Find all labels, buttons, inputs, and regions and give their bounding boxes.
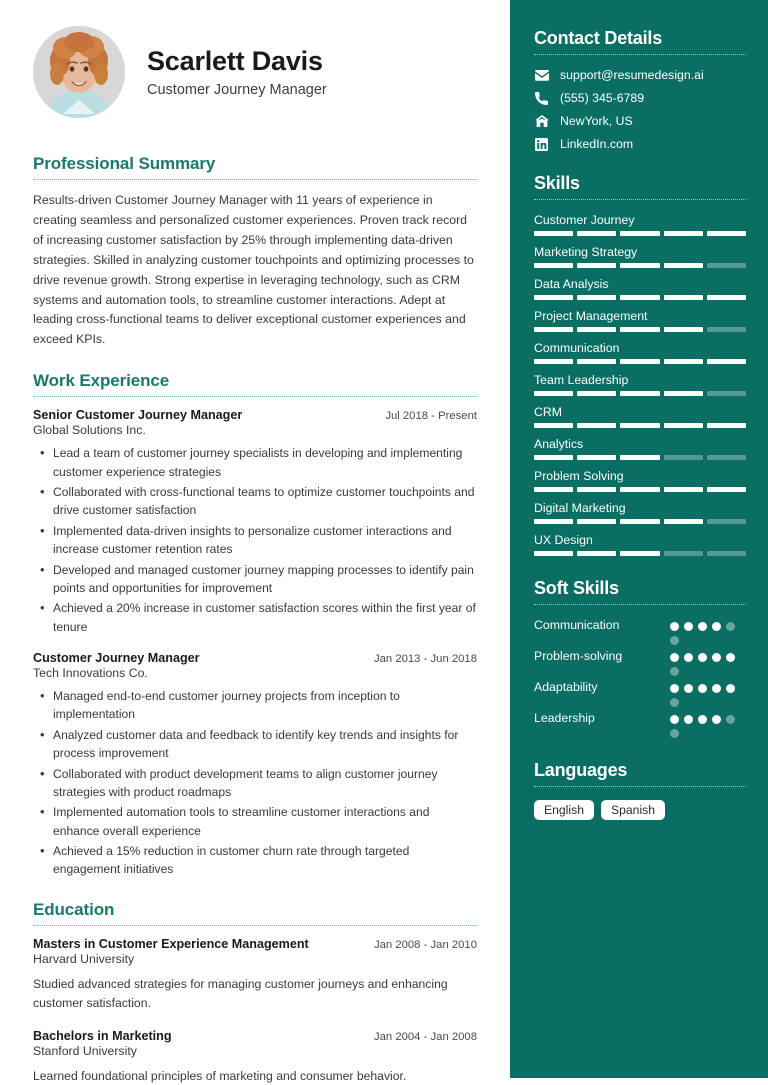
work-company: Global Solutions Inc. (33, 423, 146, 438)
work-entry-header (33, 651, 477, 665)
skill-label: Digital Marketing (534, 501, 626, 515)
envelope-icon (534, 70, 549, 81)
skill-level-bar (534, 359, 746, 364)
education-school: Harvard University (33, 951, 135, 966)
education-degree: Masters in Customer Experience Management (33, 936, 309, 951)
skill-segment (707, 487, 746, 492)
soft-skill-rating (670, 649, 746, 676)
skill-level-bar (534, 455, 746, 460)
divider (33, 179, 477, 180)
skill-item (534, 405, 746, 428)
work-bullet-list (33, 444, 477, 636)
skill-item (534, 245, 746, 268)
education-description: Studied advanced strategies for managing customer journeys and enhancing customer satisfaction. (33, 976, 448, 1010)
skill-label: Communication (534, 341, 620, 355)
work-entry (33, 651, 477, 879)
skill-segment (664, 359, 703, 364)
skill-segment (534, 487, 573, 492)
work-bullet: • Implemented data-driven insights to personalize customer interactions and increase customer retention rates (33, 522, 477, 559)
work-bullet-list (33, 687, 477, 879)
soft-skill-dot (670, 684, 679, 693)
soft-skill-rating (670, 711, 746, 738)
skill-level-bar (534, 231, 746, 236)
divider (534, 786, 746, 787)
soft-skill-dot (670, 729, 679, 738)
work-job-title: Customer Journey Manager (33, 651, 200, 665)
work-bullet: • Collaborated with product development teams to align customer journey strategies with product roadmaps (33, 765, 477, 802)
skill-segment (664, 295, 703, 300)
skill-label: Project Management (534, 309, 648, 323)
education-entry (33, 1029, 477, 1085)
skill-segment (664, 455, 703, 460)
skill-segment (620, 551, 659, 556)
skill-segment (620, 295, 659, 300)
skill-item (534, 277, 746, 300)
soft-skill-dot (698, 622, 707, 631)
skill-segment (577, 391, 616, 396)
skill-segment (534, 359, 573, 364)
skill-segment (577, 551, 616, 556)
soft-skill-dot (698, 684, 707, 693)
skill-level-bar (534, 263, 746, 268)
work-bullet: • Managed end-to-end customer journey projects from inception to implementation (33, 687, 477, 724)
soft-skill-dot (684, 684, 693, 693)
skill-level-bar (534, 327, 746, 332)
soft-skill-dot (670, 622, 679, 631)
contact-value: LinkedIn.com (560, 137, 634, 151)
skill-segment (707, 359, 746, 364)
work-bullet: • Collaborated with cross-functional teams to optimize customer touchpoints and drive customer satisfaction (33, 483, 477, 520)
skill-segment (620, 487, 659, 492)
skill-segment (577, 327, 616, 332)
soft-skill-label: Leadership (534, 711, 595, 725)
skill-segment (707, 391, 746, 396)
soft-skill-dot (726, 622, 735, 631)
skill-segment (620, 327, 659, 332)
skill-segment (707, 327, 746, 332)
language-tag[interactable]: English (534, 800, 594, 820)
skill-segment (664, 391, 703, 396)
skill-segment (664, 231, 703, 236)
skill-segment (534, 423, 573, 428)
skills-section (534, 173, 746, 556)
skill-segment (664, 551, 703, 556)
soft-skill-dot (670, 653, 679, 662)
soft-skill-dot (712, 653, 721, 662)
skill-segment (664, 423, 703, 428)
skill-segment (534, 519, 573, 524)
skill-segment (577, 487, 616, 492)
soft-skill-dot (670, 667, 679, 676)
skill-segment (664, 327, 703, 332)
contact-value: support@resumedesign.ai (560, 68, 704, 82)
skill-label: UX Design (534, 533, 593, 547)
soft-skill-item (534, 649, 746, 676)
soft-skill-item (534, 618, 746, 645)
soft-skill-dot (698, 653, 707, 662)
resume-header (33, 26, 477, 118)
education-date-range: Jan 2004 - Jan 2008 (373, 1030, 477, 1043)
soft-skill-dot (684, 653, 693, 662)
skill-segment (664, 487, 703, 492)
skill-segment (707, 231, 746, 236)
skill-item (534, 501, 746, 524)
contact-item[interactable] (534, 137, 746, 151)
skill-segment (534, 263, 573, 268)
soft-skill-list (534, 618, 746, 738)
skill-segment (620, 263, 659, 268)
skill-segment (577, 359, 616, 364)
divider (534, 54, 746, 55)
education-entry-header (33, 1029, 477, 1043)
section-heading-summary: Professional Summary (33, 154, 216, 173)
work-entry-header (33, 408, 477, 422)
work-bullet: • Lead a team of customer journey specialists in developing and implementing customer experience strategies (33, 444, 477, 481)
skill-segment (534, 295, 573, 300)
skill-item (534, 469, 746, 492)
skill-level-bar (534, 423, 746, 428)
skill-segment (534, 455, 573, 460)
section-heading-work: Work Experience (33, 371, 170, 391)
work-date-range: Jul 2018 - Present (385, 410, 477, 423)
education-entry-header (33, 937, 477, 951)
education-entry (33, 937, 477, 1013)
soft-skill-dot (712, 715, 721, 724)
summary-text: Results-driven Customer Journey Manager with 11 years of experience in creating seamless and personalized customer experiences. Proven track record of increasing customer satisfaction by 25% through implementing data-driven strategies. Skilled in analyzing customer touchpoints and optimizing processes to drive revenue growth. Strong expertise in leveraging technology, such as CRM systems and automation tools, to streamline customer interactions. Adept at leading cross-functional teams to deliver exceptional customer experiences and exceed KPIs. (33, 193, 474, 347)
skill-label: CRM (534, 405, 563, 419)
contact-details-section (534, 28, 746, 151)
skill-segment (577, 455, 616, 460)
skill-level-bar (534, 551, 746, 556)
work-entry (33, 408, 477, 636)
skill-label: Marketing Strategy (534, 245, 638, 259)
soft-skill-dot (726, 684, 735, 693)
work-bullet: • Achieved a 15% reduction in customer churn rate through targeted engagement initiatives (33, 842, 477, 879)
skill-label: Problem Solving (534, 469, 624, 483)
sidebar (510, 0, 768, 1078)
skill-item (534, 213, 746, 236)
soft-skill-dot (670, 636, 679, 645)
skill-segment (534, 391, 573, 396)
skill-level-bar (534, 487, 746, 492)
section-heading-skills: Skills (534, 173, 580, 193)
work-bullet: • Developed and managed customer journey mapping processes to identify pain points and opportunities for improvement (33, 561, 477, 598)
soft-skill-dot (684, 622, 693, 631)
home-icon (534, 115, 549, 127)
soft-skill-dot (726, 653, 735, 662)
skill-label: Team Leadership (534, 373, 629, 387)
soft-skill-label: Problem-solving (534, 649, 623, 663)
education-section (33, 900, 477, 1085)
linkedin-icon (534, 138, 549, 151)
skill-segment (577, 295, 616, 300)
phone-icon (534, 92, 549, 105)
section-heading-education: Education (33, 899, 115, 919)
skill-level-bar (534, 295, 746, 300)
education-date-range: Jan 2008 - Jan 2010 (373, 938, 477, 951)
work-job-title: Senior Customer Journey Manager (33, 408, 243, 423)
soft-skill-rating (670, 618, 746, 645)
work-entry-list (33, 408, 477, 879)
professional-summary-section (33, 154, 477, 350)
skill-segment (664, 263, 703, 268)
skill-segment (534, 551, 573, 556)
section-heading-soft-skills: Soft Skills (534, 578, 619, 598)
skill-segment (577, 263, 616, 268)
skill-segment (707, 519, 746, 524)
work-bullet: • Achieved a 20% increase in customer satisfaction scores within the first year of tenure (33, 599, 477, 636)
skill-segment (620, 455, 659, 460)
skill-segment (620, 423, 659, 428)
language-tag-list (534, 800, 746, 820)
skill-segment (707, 263, 746, 268)
skill-segment (620, 519, 659, 524)
skill-list (534, 213, 746, 556)
divider (534, 604, 746, 605)
skill-segment (620, 391, 659, 396)
skill-segment (534, 327, 573, 332)
skill-item (534, 341, 746, 364)
skill-item (534, 373, 746, 396)
contact-list (534, 68, 746, 151)
skill-item (534, 309, 746, 332)
soft-skills-section (534, 578, 746, 738)
name-block (147, 46, 327, 97)
contact-item[interactable] (534, 68, 746, 82)
skill-segment (534, 231, 573, 236)
soft-skill-rating (670, 680, 746, 707)
contact-value: NewYork, US (560, 114, 633, 128)
skill-item (534, 533, 746, 556)
skill-segment (664, 519, 703, 524)
contact-item[interactable] (534, 91, 746, 105)
page-title: Scarlett Davis (147, 46, 323, 77)
soft-skill-dot (712, 622, 721, 631)
skill-segment (577, 519, 616, 524)
soft-skill-item (534, 680, 746, 707)
contact-item[interactable] (534, 114, 746, 128)
soft-skill-label: Communication (534, 618, 620, 632)
soft-skill-dot (670, 698, 679, 707)
divider (33, 925, 477, 926)
section-heading-languages: Languages (534, 760, 628, 780)
skill-segment (707, 295, 746, 300)
skill-level-bar (534, 519, 746, 524)
section-heading-contact: Contact Details (534, 28, 663, 48)
work-experience-section (33, 371, 477, 879)
contact-value: (555) 345-6789 (560, 91, 645, 105)
skill-label: Data Analysis (534, 277, 609, 291)
skill-segment (707, 455, 746, 460)
soft-skill-dot (712, 684, 721, 693)
soft-skill-label: Adaptability (534, 680, 598, 694)
soft-skill-dot (684, 715, 693, 724)
soft-skill-dot (670, 715, 679, 724)
education-school: Stanford University (33, 1043, 137, 1058)
work-bullet: • Implemented automation tools to streamline customer interactions and enhance overall experience (33, 803, 477, 840)
skill-segment (707, 423, 746, 428)
job-role: Customer Journey Manager (147, 81, 327, 98)
skill-segment (620, 231, 659, 236)
education-degree: Bachelors in Marketing (33, 1028, 172, 1043)
divider (534, 199, 746, 200)
skill-level-bar (534, 391, 746, 396)
soft-skill-item (534, 711, 746, 738)
avatar (33, 26, 125, 118)
languages-section (534, 760, 746, 820)
divider (33, 396, 477, 397)
skill-label: Customer Journey (534, 213, 635, 227)
work-company: Tech Innovations Co. (33, 666, 148, 680)
soft-skill-dot (726, 715, 735, 724)
soft-skill-dot (698, 715, 707, 724)
skill-segment (577, 423, 616, 428)
work-date-range: Jan 2013 - Jun 2018 (373, 653, 477, 665)
skill-segment (620, 359, 659, 364)
education-entry-list (33, 937, 477, 1085)
skill-segment (577, 231, 616, 236)
skill-label: Analytics (534, 437, 584, 451)
language-tag[interactable]: Spanish (601, 800, 665, 820)
skill-segment (707, 551, 746, 556)
skill-item (534, 437, 746, 460)
education-description: Learned foundational principles of marketing and consumer behavior. (33, 1068, 407, 1083)
work-bullet: • Analyzed customer data and feedback to identify key trends and insights for process improvement (33, 726, 477, 763)
